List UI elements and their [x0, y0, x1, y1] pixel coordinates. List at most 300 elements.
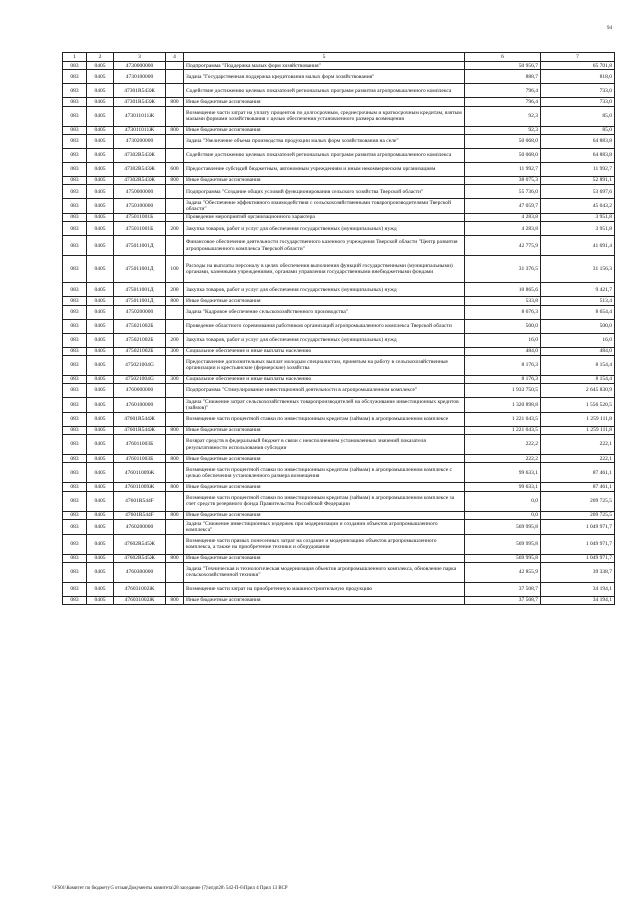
amount-2018-cell: 99 633,1: [465, 483, 541, 491]
expense-type-cell: 800: [166, 126, 184, 134]
amount-2019-cell: 9 421,7: [541, 283, 615, 297]
section-code-cell: 0405: [87, 84, 114, 98]
table-row: [63, 98, 615, 106]
amount-2018-cell: 92,3: [465, 126, 541, 134]
description-cell: Задача "Государственная поддержка кредитования малых форм хозяйствования": [184, 70, 465, 84]
amount-2019-cell: 222,1: [541, 435, 615, 455]
table-row: [63, 256, 615, 283]
amount-2018-cell: 47 059,7: [465, 199, 541, 214]
description-cell: Возмещение части прямых понесенных затрат на создание и модернизацию объектов агропромышленного комплекса, а также на приобретение техники и оборудования: [184, 534, 465, 554]
expense-type-cell: [166, 319, 184, 333]
table-row: [63, 283, 615, 297]
amount-2018-cell: 92,3: [465, 106, 541, 126]
section-code-cell: 0405: [87, 520, 114, 535]
expense-type-cell: [166, 70, 184, 84]
description-cell: Иные бюджетные ассигнования: [184, 297, 465, 305]
expense-type-cell: 300: [166, 347, 184, 355]
description-cell: Задача "Увеличение объема производства продукции малых форм хозяйствования на селе": [184, 134, 465, 148]
description-cell: Содействие достижению целевых показателей региональных программ развития агропромышленного комплекса: [184, 148, 465, 162]
expense-type-cell: [166, 134, 184, 148]
amount-2018-cell: 4 283,8: [465, 222, 541, 236]
amount-2019-cell: 222,1: [541, 455, 615, 463]
target-article-cell: 4750000000: [114, 185, 166, 199]
description-cell: Иные бюджетные ассигнования: [184, 455, 465, 463]
amount-2019-cell: 52 891,1: [541, 176, 615, 184]
amount-2018-cell: 8 176,3: [465, 355, 541, 375]
target-article-cell: 476011009Ж: [114, 463, 166, 483]
description-cell: Возмещение части затрат на приобретенную машиностроительную продукцию: [184, 582, 465, 596]
amount-2019-cell: 87 461,1: [541, 463, 615, 483]
table-row: [63, 297, 615, 305]
amount-2018-cell: 8 176,3: [465, 375, 541, 383]
table-row: [63, 426, 615, 434]
section-code-cell: 0405: [87, 455, 114, 463]
amount-2018-cell: 42 855,9: [465, 562, 541, 582]
amount-2019-cell: 41 091,4: [541, 236, 615, 256]
column-header: 1: [63, 53, 87, 62]
target-article-cell: 47601R544Ж: [114, 426, 166, 434]
amount-2019-cell: 65 701,8: [541, 62, 615, 70]
description-cell: Закупка товаров, работ и услуг для обеспечения государственных (муниципальных) нужд: [184, 333, 465, 347]
expense-type-cell: 200: [166, 283, 184, 297]
table-row: [63, 463, 615, 483]
ministry-code-cell: 083: [63, 283, 87, 297]
target-article-cell: 476011003Б: [114, 435, 166, 455]
file-path-footer: \\FS01\Комитет по бюджету\5 отзыв\Документы комитета\28 заседание (7)\игдп28\ 542-П-6\Прил 4 Прил 13 ВСР: [52, 886, 288, 891]
expense-type-cell: 800: [166, 483, 184, 491]
expense-type-cell: [166, 582, 184, 596]
expense-type-cell: [166, 520, 184, 535]
amount-2018-cell: 222,2: [465, 435, 541, 455]
section-code-cell: 0405: [87, 319, 114, 333]
ministry-code-cell: 083: [63, 375, 87, 383]
ministry-code-cell: 083: [63, 426, 87, 434]
amount-2019-cell: 1 049 971,7: [541, 554, 615, 562]
target-article-cell: 47602R545Ж: [114, 534, 166, 554]
expense-type-cell: [166, 106, 184, 126]
target-article-cell: 4760100000: [114, 398, 166, 413]
table-row: [63, 554, 615, 562]
table-row: [63, 213, 615, 221]
ministry-code-cell: 083: [63, 62, 87, 70]
table-row: [63, 384, 615, 398]
amount-2019-cell: 39 338,7: [541, 562, 615, 582]
table-row: [63, 126, 615, 134]
amount-2019-cell: 209 725,5: [541, 491, 615, 511]
description-cell: Проведение мероприятий организационного характера: [184, 213, 465, 221]
ministry-code-cell: 083: [63, 511, 87, 519]
target-article-cell: 475021004G: [114, 375, 166, 383]
target-article-cell: 475011001Б: [114, 222, 166, 236]
amount-2018-cell: 31 376,5: [465, 256, 541, 283]
section-code-cell: 0405: [87, 134, 114, 148]
section-code-cell: 0405: [87, 534, 114, 554]
section-code-cell: 0405: [87, 126, 114, 134]
ministry-code-cell: 083: [63, 384, 87, 398]
amount-2019-cell: 64 883,8: [541, 148, 615, 162]
amount-2018-cell: 569 995,8: [465, 534, 541, 554]
section-code-cell: 0405: [87, 491, 114, 511]
section-code-cell: 0405: [87, 582, 114, 596]
target-article-cell: 475011001Д: [114, 297, 166, 305]
table-row: [63, 148, 615, 162]
amount-2019-cell: 85,0: [541, 106, 615, 126]
description-cell: Задача "Техническая и технологическая модернизация объектов агропромышленного комплекса, обновление парка сельскохозяйственной техники": [184, 562, 465, 582]
section-code-cell: 0405: [87, 148, 114, 162]
ministry-code-cell: 083: [63, 297, 87, 305]
ministry-code-cell: 083: [63, 148, 87, 162]
target-article-cell: 4750200000: [114, 305, 166, 319]
table-row: [63, 236, 615, 256]
section-code-cell: 0405: [87, 106, 114, 126]
target-article-cell: 4750100000: [114, 199, 166, 214]
ministry-code-cell: 083: [63, 483, 87, 491]
table-row: [63, 375, 615, 383]
table-row: [63, 84, 615, 98]
amount-2019-cell: 87 461,1: [541, 483, 615, 491]
ministry-code-cell: 083: [63, 520, 87, 535]
expense-type-cell: 800: [166, 176, 184, 184]
amount-2018-cell: 16,0: [465, 333, 541, 347]
column-header: 5: [184, 53, 465, 62]
ministry-code-cell: 083: [63, 435, 87, 455]
amount-2018-cell: 99 633,1: [465, 463, 541, 483]
amount-2018-cell: 222,2: [465, 455, 541, 463]
description-cell: Содействие достижению целевых показателей региональных программ развития агропромышленного комплекса: [184, 84, 465, 98]
description-cell: Социальное обеспечение и иные выплаты населению: [184, 347, 465, 355]
expense-type-cell: 800: [166, 596, 184, 604]
amount-2018-cell: 37 508,7: [465, 596, 541, 604]
table-row: [63, 199, 615, 214]
amount-2018-cell: 8 676,3: [465, 305, 541, 319]
description-cell: Закупка товаров, работ и услуг для обеспечения государственных (муниципальных) нужд: [184, 222, 465, 236]
amount-2019-cell: 818,0: [541, 70, 615, 84]
amount-2019-cell: 1 259 111,8: [541, 426, 615, 434]
ministry-code-cell: 083: [63, 319, 87, 333]
budget-table: [62, 52, 615, 605]
amount-2018-cell: 11 992,7: [465, 162, 541, 176]
section-code-cell: 0405: [87, 333, 114, 347]
ministry-code-cell: 083: [63, 98, 87, 106]
amount-2019-cell: 8 154,4: [541, 375, 615, 383]
amount-2018-cell: 0,0: [465, 511, 541, 519]
amount-2019-cell: 1 049 971,7: [541, 520, 615, 535]
section-code-cell: 0405: [87, 511, 114, 519]
amount-2018-cell: 569 995,8: [465, 554, 541, 562]
amount-2018-cell: 888,7: [465, 70, 541, 84]
amount-2018-cell: 569 995,8: [465, 520, 541, 535]
section-code-cell: 0405: [87, 596, 114, 604]
expense-type-cell: [166, 236, 184, 256]
table-row: [63, 162, 615, 176]
target-article-cell: 476011003Б: [114, 455, 166, 463]
section-code-cell: 0405: [87, 384, 114, 398]
target-article-cell: 476011009Ж: [114, 483, 166, 491]
description-cell: Иные бюджетные ассигнования: [184, 126, 465, 134]
section-code-cell: 0405: [87, 98, 114, 106]
ministry-code-cell: 083: [63, 491, 87, 511]
section-code-cell: 0405: [87, 412, 114, 426]
description-cell: Иные бюджетные ассигнования: [184, 98, 465, 106]
target-article-cell: 475021002Б: [114, 333, 166, 347]
amount-2019-cell: 16,0: [541, 333, 615, 347]
section-code-cell: 0405: [87, 297, 114, 305]
table-row: [63, 483, 615, 491]
ministry-code-cell: 083: [63, 84, 87, 98]
amount-2019-cell: 1 049 971,7: [541, 534, 615, 554]
section-code-cell: 0405: [87, 554, 114, 562]
description-cell: Закупка товаров, работ и услуг для обеспечения государственных (муниципальных) нужд: [184, 283, 465, 297]
ministry-code-cell: 083: [63, 347, 87, 355]
target-article-cell: 47602R545Ж: [114, 554, 166, 562]
description-cell: Задача "Снижение инвестиционных издержек при модернизации и создании объектов агропромышленного комплекса": [184, 520, 465, 535]
target-article-cell: 475011001Д: [114, 236, 166, 256]
amount-2019-cell: 8 654,4: [541, 305, 615, 319]
amount-2019-cell: 513,4: [541, 297, 615, 305]
amount-2018-cell: 10 865,6: [465, 283, 541, 297]
target-article-cell: 475021002Б: [114, 347, 166, 355]
ministry-code-cell: 083: [63, 199, 87, 214]
target-article-cell: 473011011Ж: [114, 106, 166, 126]
amount-2018-cell: 50 068,0: [465, 148, 541, 162]
section-code-cell: 0405: [87, 70, 114, 84]
expense-type-cell: [166, 534, 184, 554]
amount-2018-cell: 533,8: [465, 297, 541, 305]
target-article-cell: 475021002Б: [114, 319, 166, 333]
table-row: [63, 534, 615, 554]
expense-type-cell: 800: [166, 554, 184, 562]
ministry-code-cell: 083: [63, 176, 87, 184]
amount-2018-cell: 55 736,0: [465, 185, 541, 199]
ministry-code-cell: 083: [63, 106, 87, 126]
amount-2019-cell: 85,0: [541, 126, 615, 134]
section-code-cell: 0405: [87, 62, 114, 70]
expense-type-cell: [166, 412, 184, 426]
target-article-cell: 4760300000: [114, 562, 166, 582]
amount-2018-cell: 796,4: [465, 98, 541, 106]
ministry-code-cell: 083: [63, 222, 87, 236]
table-row: [63, 333, 615, 347]
table-row: [63, 106, 615, 126]
description-cell: Подпрограмма "Создание общих условий функционирования сельского хозяйства Тверской области": [184, 185, 465, 199]
expense-type-cell: 800: [166, 455, 184, 463]
section-code-cell: 0405: [87, 435, 114, 455]
description-cell: Финансовое обеспечение деятельности государственного казенного учреждения Тверской области "Центр развития агропромышленного комплекса Тверской области": [184, 236, 465, 256]
section-code-cell: 0405: [87, 199, 114, 214]
column-header: 7: [541, 53, 615, 62]
expense-type-cell: [166, 213, 184, 221]
ministry-code-cell: 083: [63, 582, 87, 596]
description-cell: Иные бюджетные ассигнования: [184, 511, 465, 519]
section-code-cell: 0405: [87, 256, 114, 283]
ministry-code-cell: 083: [63, 70, 87, 84]
expense-type-cell: 300: [166, 375, 184, 383]
description-cell: Возмещение части процентной ставки по инвестиционным кредитам (займам) в агропромышленном комплексе за счет средств резервного фонда Правительства Российской Федерации: [184, 491, 465, 511]
target-article-cell: 47301R543Ж: [114, 98, 166, 106]
header-row: [63, 53, 615, 62]
target-article-cell: 4730100000: [114, 70, 166, 84]
amount-2018-cell: 50 956,7: [465, 62, 541, 70]
expense-type-cell: 800: [166, 511, 184, 519]
table-row: [63, 491, 615, 511]
table-row: [63, 520, 615, 535]
description-cell: Иные бюджетные ассигнования: [184, 483, 465, 491]
expense-type-cell: 600: [166, 162, 184, 176]
ministry-code-cell: 083: [63, 126, 87, 134]
section-code-cell: 0405: [87, 398, 114, 413]
ministry-code-cell: 083: [63, 562, 87, 582]
amount-2019-cell: 2 645 830,9: [541, 384, 615, 398]
expense-type-cell: [166, 185, 184, 199]
target-article-cell: 476031002Ж: [114, 582, 166, 596]
expense-type-cell: [166, 384, 184, 398]
expense-type-cell: 200: [166, 333, 184, 347]
column-header: 2: [87, 53, 114, 62]
description-cell: Возмещение части процентной ставки по инвестиционным кредитам (займам) в агропромышленном комплексе: [184, 412, 465, 426]
amount-2019-cell: 500,0: [541, 319, 615, 333]
amount-2018-cell: 1 933 750,5: [465, 384, 541, 398]
table-row: [63, 70, 615, 84]
ministry-code-cell: 083: [63, 355, 87, 375]
expense-type-cell: [166, 148, 184, 162]
section-code-cell: 0405: [87, 375, 114, 383]
section-code-cell: 0405: [87, 305, 114, 319]
table-row: [63, 347, 615, 355]
section-code-cell: 0405: [87, 463, 114, 483]
ministry-code-cell: 083: [63, 463, 87, 483]
section-code-cell: 0405: [87, 355, 114, 375]
amount-2018-cell: 484,0: [465, 347, 541, 355]
amount-2018-cell: 0,0: [465, 491, 541, 511]
expense-type-cell: [166, 305, 184, 319]
table-row: [63, 412, 615, 426]
description-cell: Предоставление субсидий бюджетным, автономным учреждениям и иным некоммерческим организациям: [184, 162, 465, 176]
amount-2018-cell: 1 221 043,5: [465, 412, 541, 426]
amount-2019-cell: 8 154,4: [541, 355, 615, 375]
target-article-cell: 47301R543Ж: [114, 84, 166, 98]
amount-2018-cell: 50 068,0: [465, 134, 541, 148]
table-row: [63, 455, 615, 463]
ministry-code-cell: 083: [63, 185, 87, 199]
section-code-cell: 0405: [87, 483, 114, 491]
expense-type-cell: [166, 355, 184, 375]
expense-type-cell: 800: [166, 426, 184, 434]
target-article-cell: 47302R543Ж: [114, 162, 166, 176]
target-article-cell: 475011001Д: [114, 283, 166, 297]
description-cell: Иные бюджетные ассигнования: [184, 176, 465, 184]
ministry-code-cell: 083: [63, 162, 87, 176]
expense-type-cell: 800: [166, 297, 184, 305]
description-cell: Проведение областного соревнования работников организаций агропромышленного комплекса Тверской области: [184, 319, 465, 333]
target-article-cell: 47601R544F: [114, 491, 166, 511]
expense-type-cell: 200: [166, 222, 184, 236]
expense-type-cell: [166, 398, 184, 413]
target-article-cell: 47302R543Ж: [114, 148, 166, 162]
ministry-code-cell: 083: [63, 596, 87, 604]
description-cell: Задача "Кадровое обеспечение сельскохозяйственного производства": [184, 305, 465, 319]
page-number: 94: [607, 26, 612, 31]
description-cell: Возмещение части затрат на уплату процентов по долгосрочным, среднесрочным и краткосрочным кредитам, взятым малыми формами хозяйствования с целью обеспечения установленного размера возмещения: [184, 106, 465, 126]
ministry-code-cell: 083: [63, 412, 87, 426]
expense-type-cell: [166, 62, 184, 70]
amount-2019-cell: 3 951,8: [541, 222, 615, 236]
description-cell: Иные бюджетные ассигнования: [184, 554, 465, 562]
expense-type-cell: 800: [166, 98, 184, 106]
section-code-cell: 0405: [87, 283, 114, 297]
ministry-code-cell: 083: [63, 534, 87, 554]
target-article-cell: 4760200000: [114, 520, 166, 535]
target-article-cell: 4760000000: [114, 384, 166, 398]
ministry-code-cell: 083: [63, 213, 87, 221]
ministry-code-cell: 083: [63, 398, 87, 413]
amount-2019-cell: 34 194,1: [541, 582, 615, 596]
description-cell: Социальное обеспечение и иные выплаты населению: [184, 375, 465, 383]
column-header: 6: [465, 53, 541, 62]
section-code-cell: 0405: [87, 162, 114, 176]
table-row: [63, 319, 615, 333]
section-code-cell: 0405: [87, 562, 114, 582]
amount-2019-cell: 484,0: [541, 347, 615, 355]
section-code-cell: 0405: [87, 213, 114, 221]
description-cell: Задача "Снижение затрат сельскохозяйственных товаропроизводителей на обслуживание инвестиционных кредитов (займов)": [184, 398, 465, 413]
target-article-cell: 47601R544F: [114, 511, 166, 519]
amount-2019-cell: 11 992,7: [541, 162, 615, 176]
ministry-code-cell: 083: [63, 134, 87, 148]
table-row: [63, 176, 615, 184]
column-header: 4: [166, 53, 184, 62]
amount-2018-cell: 4 283,8: [465, 213, 541, 221]
amount-2018-cell: 37 508,7: [465, 582, 541, 596]
section-code-cell: 0405: [87, 236, 114, 256]
amount-2019-cell: 53 697,6: [541, 185, 615, 199]
table-row: [63, 511, 615, 519]
target-article-cell: 47601R544Ж: [114, 412, 166, 426]
description-cell: Задача "Обеспечение эффективного взаимодействия с сельскохозяйственными товаропроизводителями Тверской области": [184, 199, 465, 214]
table-row: [63, 185, 615, 199]
target-article-cell: 476031002Ж: [114, 596, 166, 604]
amount-2019-cell: 45 043,2: [541, 199, 615, 214]
expense-type-cell: [166, 199, 184, 214]
amount-2019-cell: 64 883,8: [541, 134, 615, 148]
amount-2019-cell: 209 725,5: [541, 511, 615, 519]
ministry-code-cell: 083: [63, 236, 87, 256]
column-header: 3: [114, 53, 166, 62]
amount-2019-cell: 733,0: [541, 98, 615, 106]
ministry-code-cell: 083: [63, 256, 87, 283]
target-article-cell: 4730200000: [114, 134, 166, 148]
expense-type-cell: [166, 562, 184, 582]
target-article-cell: 475011001Б: [114, 213, 166, 221]
table-row: [63, 134, 615, 148]
table-row: [63, 596, 615, 604]
amount-2019-cell: 1 259 111,8: [541, 412, 615, 426]
table-row: [63, 562, 615, 582]
amount-2019-cell: 34 194,1: [541, 596, 615, 604]
table-row: [63, 62, 615, 70]
table-row: [63, 582, 615, 596]
section-code-cell: 0405: [87, 426, 114, 434]
section-code-cell: 0405: [87, 222, 114, 236]
amount-2018-cell: 1 221 043,5: [465, 426, 541, 434]
expense-type-cell: [166, 491, 184, 511]
description-cell: Подпрограмма "Поддержка малых форм хозяйствования": [184, 62, 465, 70]
amount-2018-cell: 500,0: [465, 319, 541, 333]
amount-2018-cell: 42 775,9: [465, 236, 541, 256]
target-article-cell: 47302R543Ж: [114, 176, 166, 184]
section-code-cell: 0405: [87, 176, 114, 184]
description-cell: Предоставление дополнительных выплат молодым специалистам, принятым на работу в сельскохозяйственные организации и крестьянские (фермерские) хозяйства: [184, 355, 465, 375]
amount-2019-cell: 733,0: [541, 84, 615, 98]
